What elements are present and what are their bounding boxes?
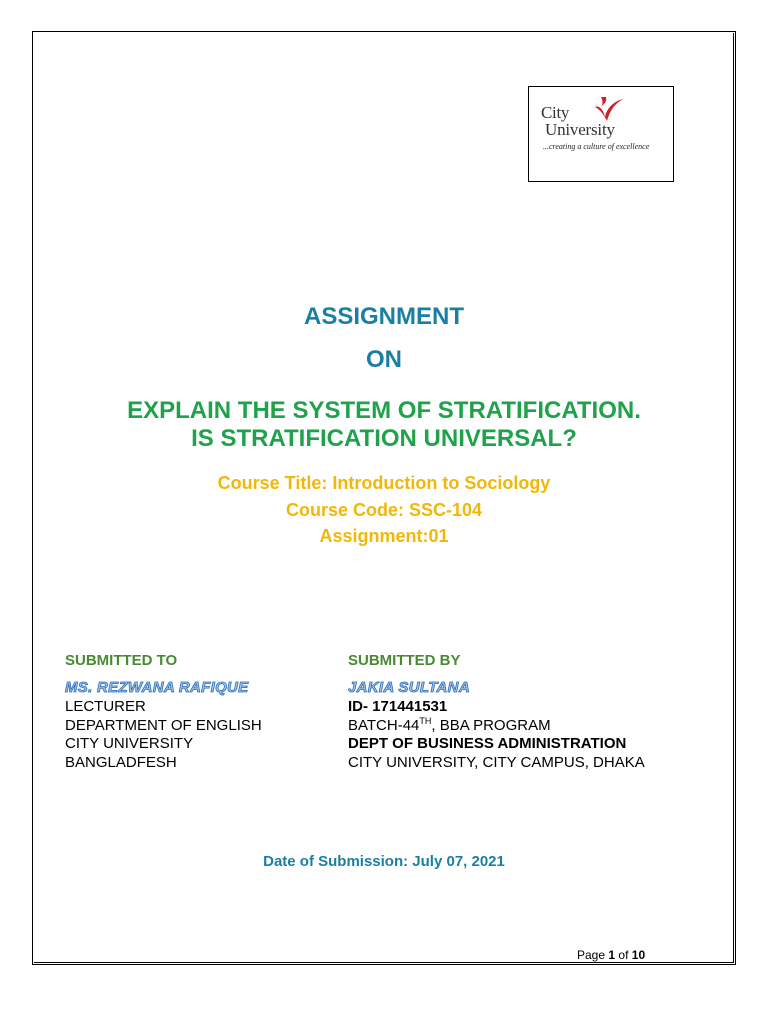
course-code: Course Code: SSC-104 (285, 500, 483, 520)
batch-prefix: BATCH-44 (348, 716, 420, 734)
lecturer-detail-line: BANGLADFESH (65, 753, 177, 771)
student-name: JAKIA SULTANA (348, 678, 470, 696)
course-title: Course Title: Introduction to Sociology (217, 473, 551, 493)
logo-tagline: ...creating a culture of excellence (543, 142, 650, 151)
topic-line-1: EXPLAIN THE SYSTEM OF STRATIFICATION. (127, 397, 641, 424)
lecturer-detail-line: CITY UNIVERSITY (65, 735, 194, 752)
of-label: of (618, 948, 629, 962)
submitted-by-block (348, 652, 645, 772)
batch-suffix: , BBA PROGRAM (431, 716, 551, 734)
university-logo (528, 86, 674, 182)
student-department: DEPT OF BUSINESS ADMINISTRATION (348, 735, 627, 752)
submission-date: Date of Submission: July 07, 2021 (263, 853, 505, 870)
topic-line-2: IS STRATIFICATION UNIVERSAL? (191, 425, 577, 452)
lecturer-detail-line: DEPARTMENT OF ENGLISH (65, 716, 262, 734)
page-number (577, 948, 645, 962)
on-heading: ON (366, 346, 402, 373)
page-total: 10 (631, 948, 646, 962)
logo-city-text: City (541, 103, 570, 122)
page-label: Page (577, 948, 606, 962)
student-id: ID- 171441531 (348, 698, 448, 715)
student-batch (348, 717, 645, 736)
lecturer-name: MS. REZWANA RAFIQUE (65, 678, 249, 696)
lecturer-detail-line: LECTURER (65, 698, 146, 715)
assignment-number: Assignment:01 (319, 526, 449, 546)
logo-emblem-icon (591, 95, 625, 123)
student-campus: CITY UNIVERSITY, CITY CAMPUS, DHAKA (348, 753, 645, 771)
batch-superscript: TH (419, 715, 432, 726)
assignment-topic (0, 397, 768, 453)
submitted-to-block (65, 652, 262, 772)
assignment-heading: ASSIGNMENT (303, 303, 464, 330)
submitted-by-heading: SUBMITTED BY (348, 652, 461, 669)
page-current: 1 (608, 948, 616, 962)
submitted-to-heading: SUBMITTED TO (65, 652, 178, 669)
logo-university-text: University (545, 120, 615, 139)
